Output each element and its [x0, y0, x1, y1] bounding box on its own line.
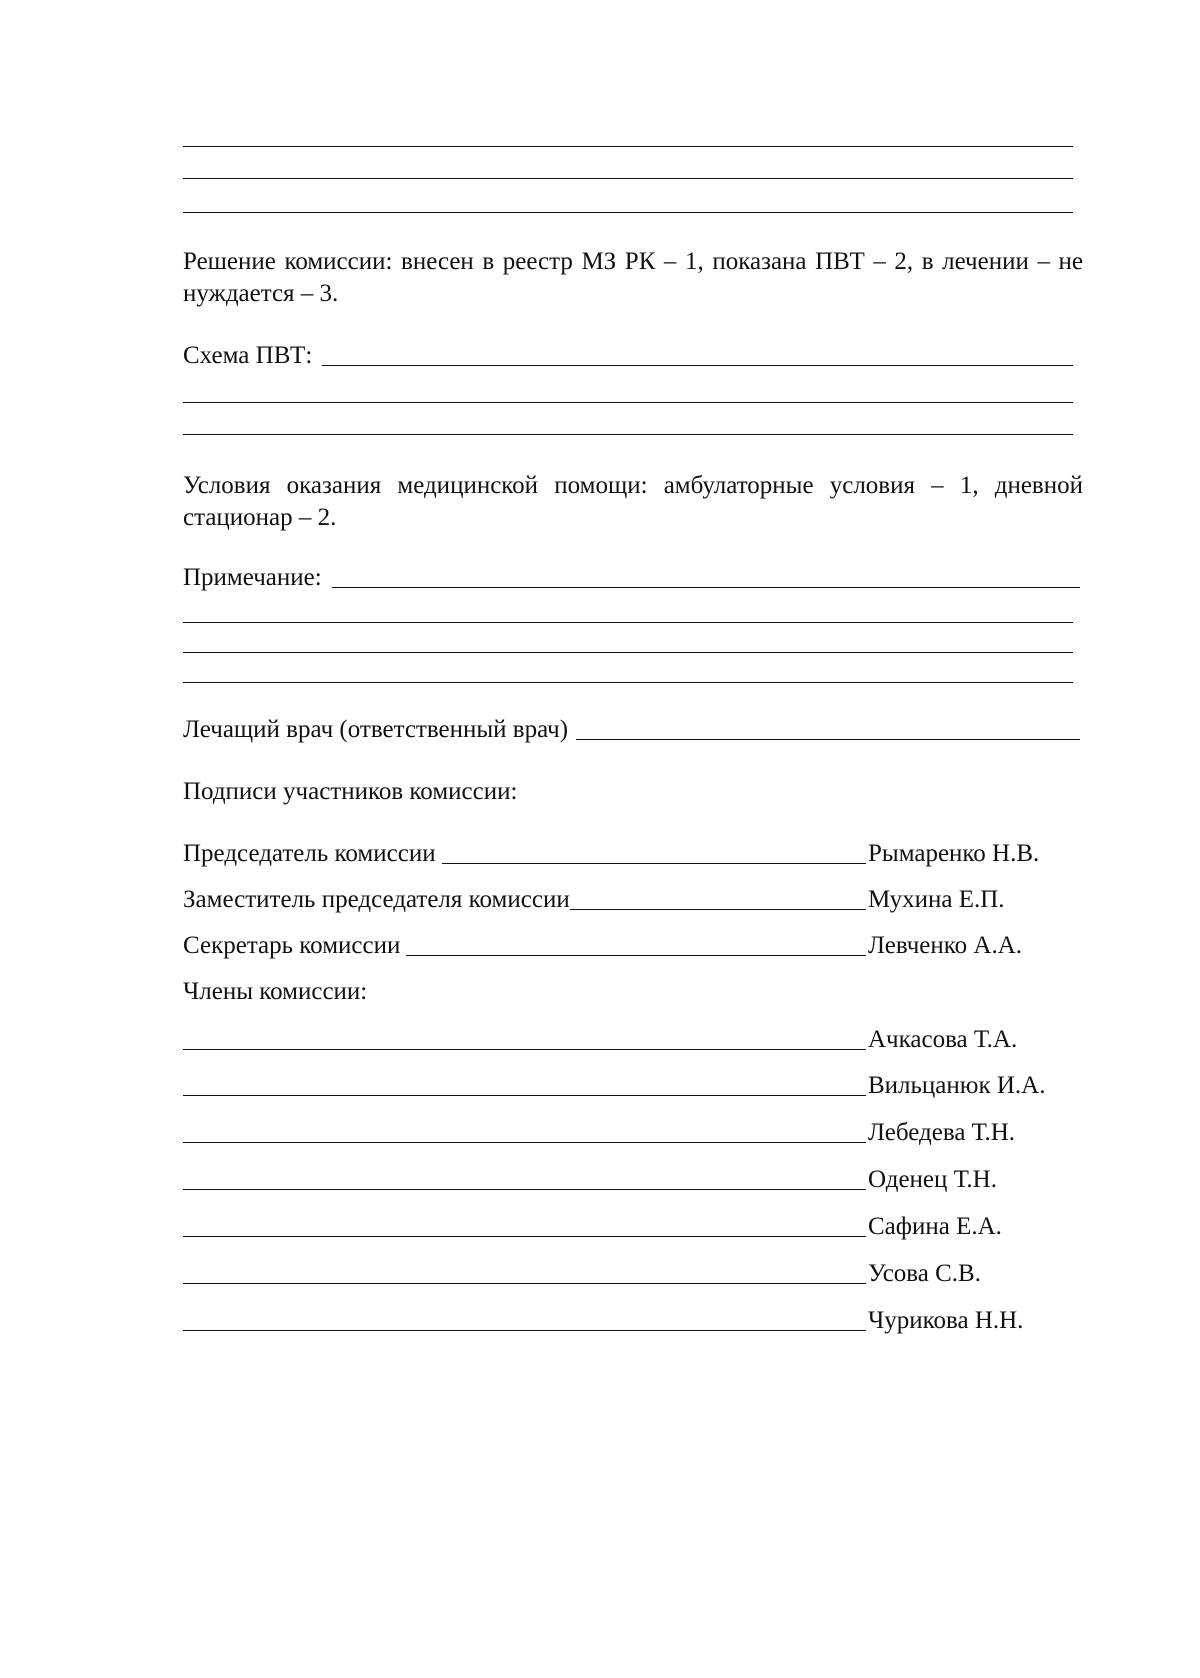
blank-line	[183, 652, 1073, 653]
care-conditions: Условия оказания медицинской помощи: амбулаторные условия – 1, дневной стационар – 2.	[183, 472, 1083, 531]
signature-blank	[442, 863, 866, 864]
blank-line	[183, 622, 1073, 623]
signature-blank	[183, 1189, 866, 1190]
member-row	[183, 1305, 1073, 1337]
member-row	[183, 1117, 1073, 1149]
note-label: Примечание:	[183, 564, 322, 591]
attending-doctor-label: Лечащий врач (ответственный врач)	[183, 716, 569, 743]
commission-decision: Решение комиссии: внесен в реестр МЗ РК – 1, показана ПВТ – 2, в лечении – не нуждается – 3.	[183, 248, 1083, 307]
member-row	[183, 1258, 1073, 1290]
signature-role: Председатель комиссии	[183, 840, 436, 867]
member-name: Усова С.В.	[868, 1260, 981, 1287]
blank-line	[183, 434, 1073, 435]
signature-role: Заместитель председателя комиссии	[183, 886, 570, 913]
members-heading: Члены комиссии:	[183, 978, 368, 1005]
signature-blank	[570, 909, 866, 910]
member-row	[183, 1024, 1073, 1056]
member-name: Лебедева Т.Н.	[868, 1119, 1015, 1146]
member-row	[183, 1164, 1073, 1196]
blank-line	[183, 212, 1073, 213]
blank-line	[183, 682, 1073, 683]
signature-blank	[406, 955, 866, 956]
signature-name: Мухина Е.П.	[868, 886, 1005, 913]
note-field	[183, 562, 1080, 594]
signature-blank	[183, 1095, 866, 1096]
blank-line	[183, 178, 1073, 179]
member-name: Оденец Т.Н.	[868, 1166, 997, 1193]
note-blank	[332, 587, 1080, 588]
member-name: Чурикова Н.Н.	[868, 1307, 1024, 1334]
scheme-field	[183, 340, 1073, 372]
signatures-heading: Подписи участников комиссии:	[183, 778, 518, 805]
scheme-blank	[322, 365, 1073, 366]
member-name: Ачкасова Т.А.	[868, 1026, 1018, 1053]
member-name: Вильцанюк И.А.	[868, 1072, 1046, 1099]
signature-row-chair	[183, 838, 1073, 870]
attending-doctor-field	[183, 714, 1080, 746]
blank-line	[183, 146, 1073, 147]
signature-blank	[183, 1142, 866, 1143]
blank-line	[183, 402, 1073, 403]
signature-row-deputy	[183, 884, 1073, 916]
signature-blank	[183, 1049, 866, 1050]
attending-doctor-blank	[576, 739, 1080, 740]
member-row	[183, 1211, 1073, 1243]
signature-name: Левченко А.А.	[868, 932, 1023, 959]
signature-blank	[183, 1330, 866, 1331]
signature-row-secretary	[183, 930, 1073, 962]
member-row	[183, 1070, 1073, 1102]
scheme-label: Схема ПВТ:	[183, 342, 313, 369]
signature-name: Рымаренко Н.В.	[868, 840, 1040, 867]
signature-role: Секретарь комиссии	[183, 932, 401, 959]
signature-blank	[183, 1283, 866, 1284]
signature-blank	[183, 1236, 866, 1237]
member-name: Сафина Е.А.	[868, 1213, 1002, 1240]
